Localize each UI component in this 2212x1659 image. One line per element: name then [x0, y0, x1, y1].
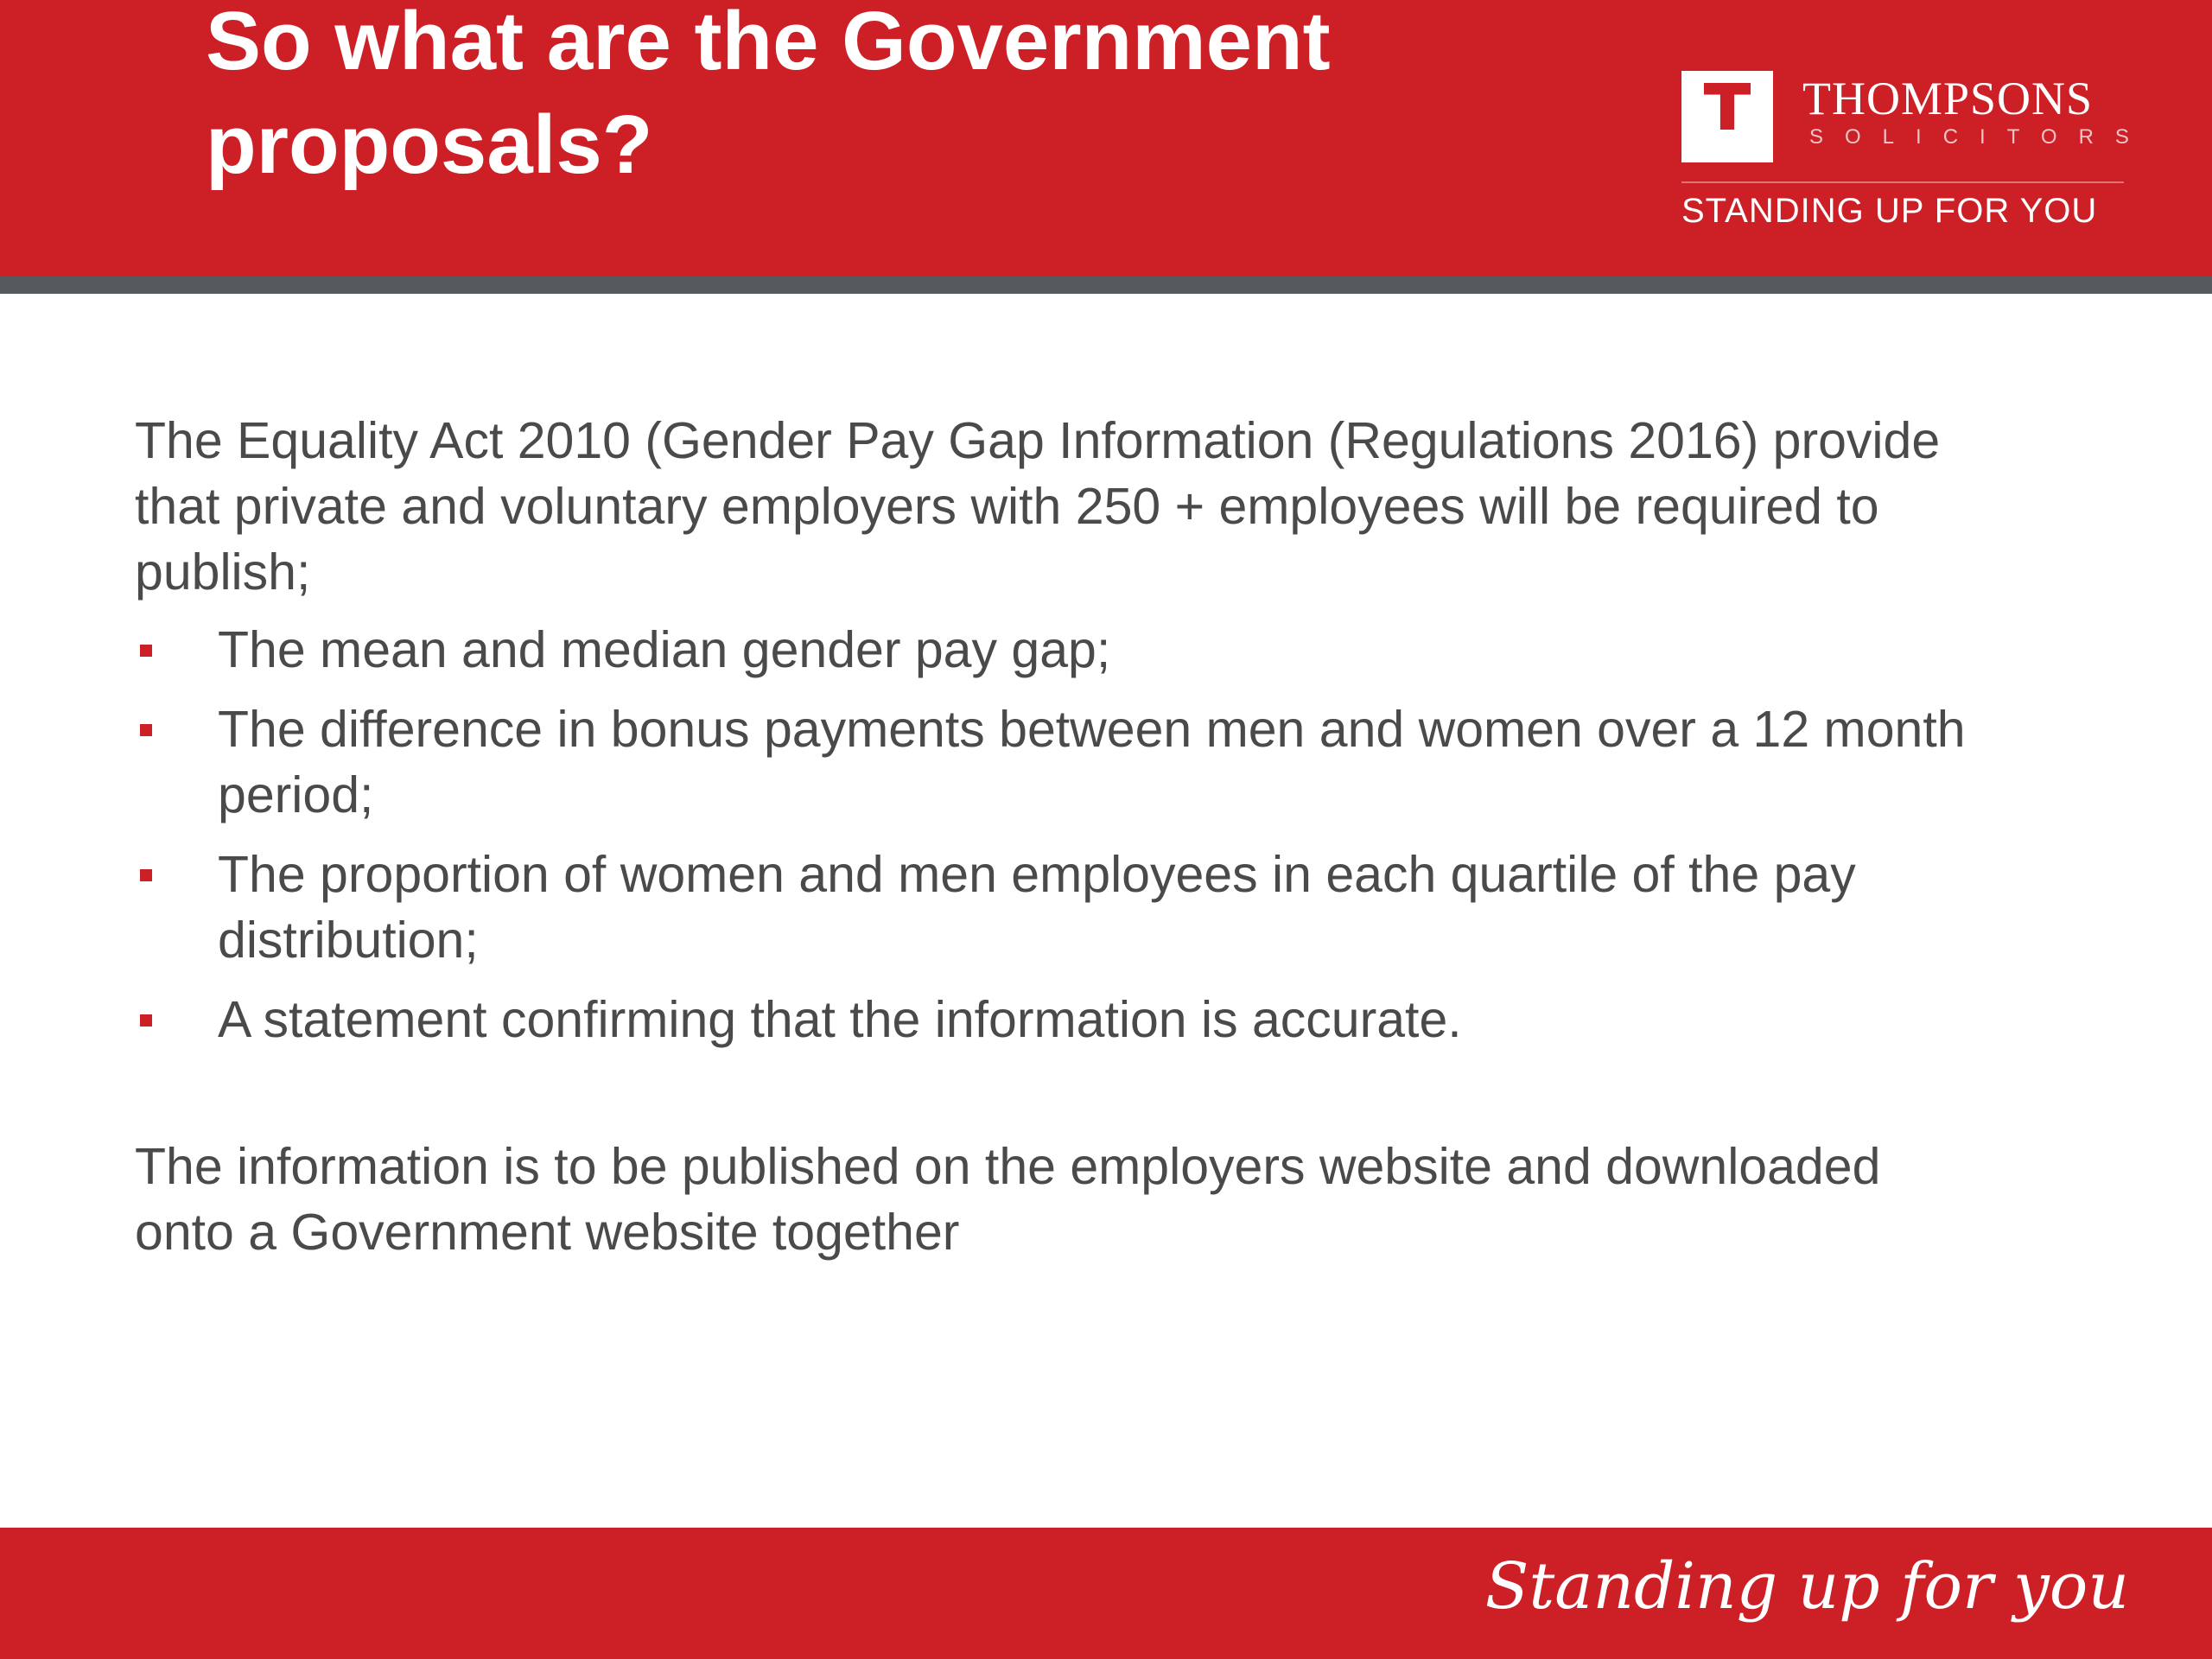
square-bullet-icon — [140, 869, 152, 881]
logo-subtitle: SOLICITORS — [1809, 125, 2151, 149]
page-title — [206, 0, 1502, 197]
bullet-text: The difference in bonus payments between men and women over a 12 month period; — [218, 701, 1966, 823]
thompsons-logo — [1681, 71, 2151, 235]
logo-name: THOMPSONS — [1802, 73, 2094, 124]
intro-paragraph: The Equality Act 2010 (Gender Pay Gap Information (Regulations 2016) provide that private and voluntary employers with 250 + employees will be required to publish; — [135, 412, 1941, 601]
slide-body — [135, 408, 1993, 1265]
bullet-text: The mean and median gender pay gap; — [218, 621, 1111, 678]
header-divider — [0, 276, 2212, 294]
square-bullet-icon — [140, 1014, 152, 1027]
title-line-2: proposals? — [206, 99, 653, 191]
footer-tagline: Standing up for you — [1484, 1549, 2129, 1624]
bullet-item — [135, 987, 1993, 1052]
bullet-text: The proportion of women and men employees in each quartile of the pay distribution; — [218, 846, 1856, 969]
bullet-item — [135, 842, 1993, 973]
logo-tagline: STANDING UP FOR YOU — [1681, 192, 2098, 230]
bullet-item — [135, 696, 1993, 828]
footer-band — [0, 1528, 2212, 1659]
bullet-list — [135, 617, 1993, 1052]
header-band — [0, 0, 2212, 276]
square-bullet-icon — [140, 645, 152, 657]
logo-mark — [1681, 71, 1773, 162]
square-bullet-icon — [140, 724, 152, 736]
title-line-1: So what are the Government — [206, 0, 1331, 87]
closing-paragraph: The information is to be published on the employers website and downloaded onto a Government website together — [135, 1138, 1881, 1261]
logo-t-glyph — [1704, 83, 1751, 130]
bullet-item — [135, 617, 1993, 683]
logo-divider — [1681, 181, 2124, 183]
bullet-text: A statement confirming that the information is accurate. — [218, 991, 1462, 1048]
